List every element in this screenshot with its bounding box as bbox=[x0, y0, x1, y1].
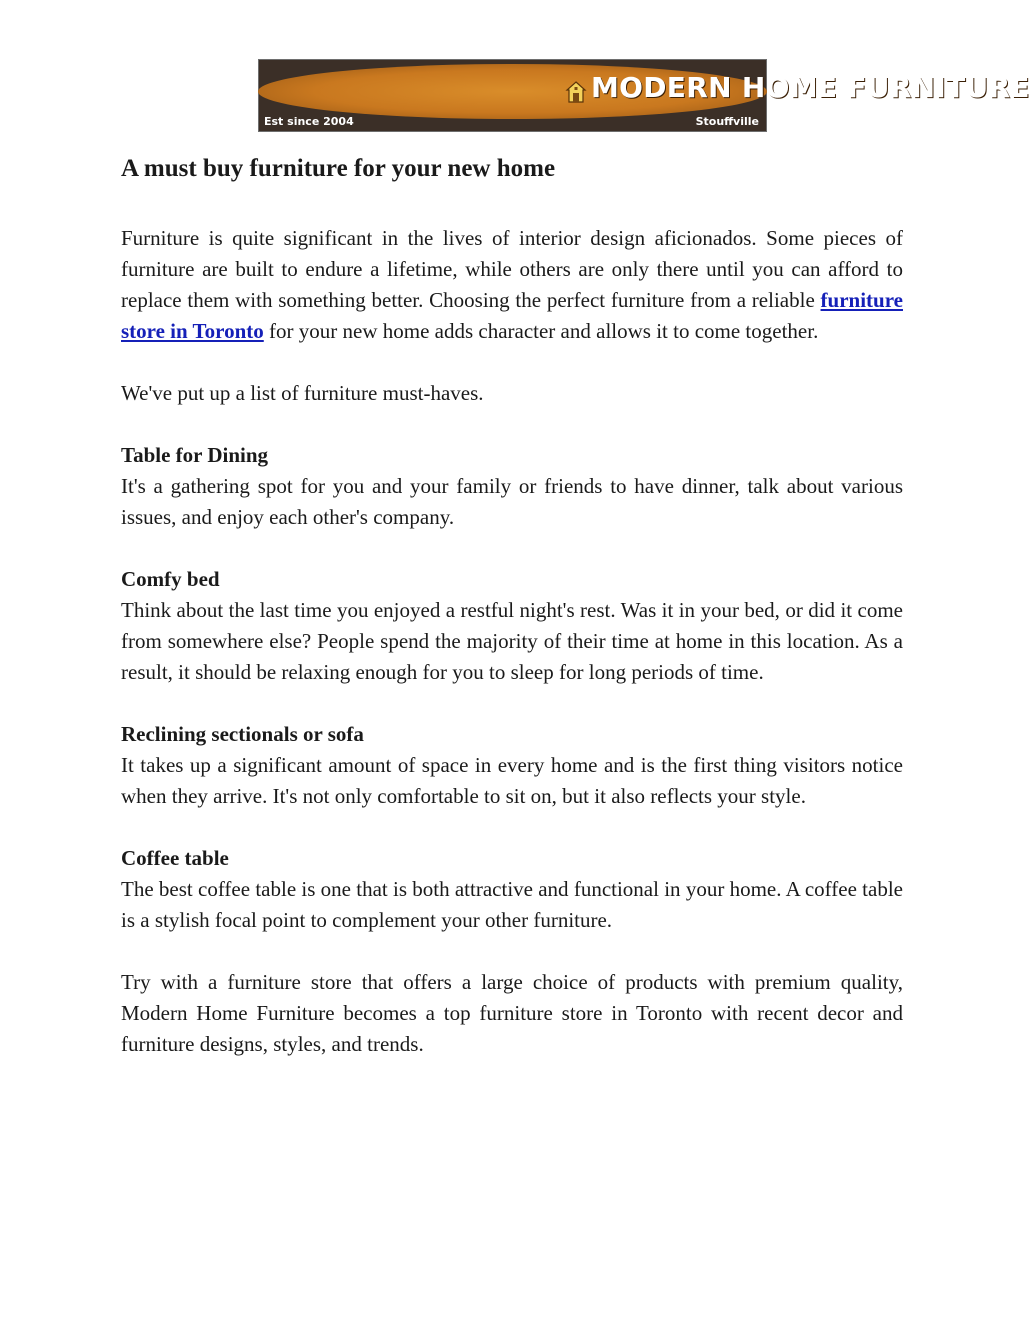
intro-text-after: for your new home adds character and allows it to come together. bbox=[263, 319, 819, 343]
section-body-sofa: It takes up a significant amount of space in every home and is the first thing visitors notice when they arrive. It's not only comfortable to sit on, but it also reflects your style. bbox=[121, 753, 903, 808]
article bbox=[121, 152, 903, 1060]
article-title: A must buy furniture for your new home bbox=[121, 155, 556, 182]
section-heading-coffee-table: Coffee table bbox=[121, 846, 229, 870]
logo-location-text: Stouffville bbox=[695, 115, 759, 128]
section-heading-bed: Comfy bed bbox=[121, 567, 220, 591]
closing-paragraph: Try with a furniture store that offers a large choice of products with premium quality, Modern Home Furniture becomes a top furniture store in Toronto with recent decor and furniture designs, styles, and trends. bbox=[121, 970, 903, 1056]
furniture-store-link[interactable]: furniture store in Toronto bbox=[121, 288, 903, 343]
section-heading-dining: Table for Dining bbox=[121, 443, 269, 467]
section-heading-sofa: Reclining sectionals or sofa bbox=[121, 722, 364, 746]
logo-brand-text: MODERN HOME FURNITURE bbox=[591, 71, 1030, 104]
logo-established-text: Est since 2004 bbox=[264, 115, 354, 128]
section-body-coffee-table: The best coffee table is one that is both attractive and functional in your home. A coffee table is a stylish focal point to complement your other furniture. bbox=[121, 877, 903, 932]
intro-paragraph bbox=[121, 223, 903, 347]
section-body-bed: Think about the last time you enjoyed a restful night's rest. Was it in your bed, or did it come from somewhere else? People spend the majority of their time at home in this location. As a result, it should be relaxing enough for you to sleep for long periods of time. bbox=[121, 598, 903, 684]
list-intro: We've put up a list of furniture must-haves. bbox=[121, 381, 484, 405]
brand-logo bbox=[258, 59, 1030, 132]
intro-text-before: Furniture is quite significant in the lives of interior design aficionados. Some pieces of furniture are built to endure a lifetime, while others are only there until you can afford to replace them with something better. Choosing the perfect furniture from a reliable bbox=[121, 226, 903, 312]
section-body-dining: It's a gathering spot for you and your family or friends to have dinner, talk about various issues, and enjoy each other's company. bbox=[121, 474, 903, 529]
house-icon bbox=[566, 81, 586, 103]
